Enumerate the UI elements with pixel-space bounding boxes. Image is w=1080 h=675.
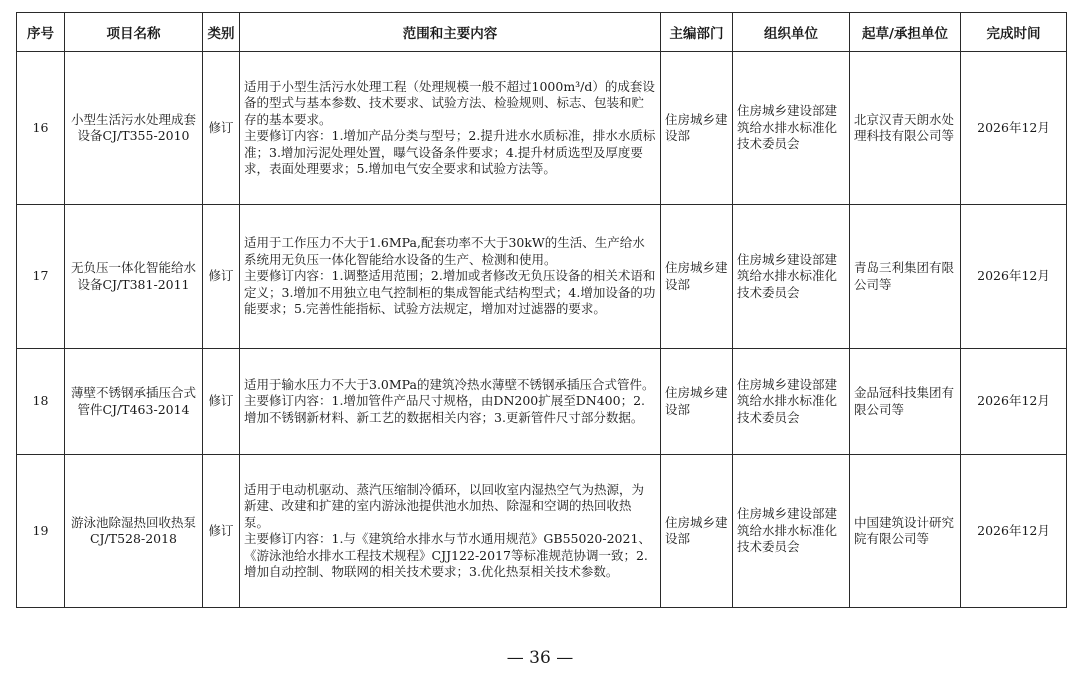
revision-text: 主要修订内容：1.调整适用范围；2.增加或者修改无负压设备的相关术语和定义；3.增加不用独立电气控制柜的集成智能式结构型式；4.增加设备的功能要求；5.完善性能指标、试验方法规定，增加对过滤器的要求。 [244,268,656,317]
row-category: 修订 [203,205,240,349]
row-deadline: 2026年12月 [961,349,1067,455]
header-organizer: 组织单位 [733,13,850,52]
row-organizer: 住房城乡建设部建筑给水排水标准化技术委员会 [733,349,850,455]
row-deadline: 2026年12月 [961,205,1067,349]
row-drafter: 中国建筑设计研究院有限公司等 [850,455,961,608]
page-number: — 36 — [506,648,574,668]
row-drafter: 金品冠科技集团有限公司等 [850,349,961,455]
header-no: 序号 [17,13,65,52]
row-organizer: 住房城乡建设部建筑给水排水标准化技术委员会 [733,455,850,608]
header-category: 类别 [203,13,240,52]
row-scope [240,205,661,349]
revision-text: 主要修订内容：1.增加管件产品尺寸规格，由DN200扩展至DN400；2.增加不锈钢新材料、新工艺的数据相关内容；3.更新管件尺寸部分数据。 [244,393,645,425]
header-project-name: 项目名称 [65,13,203,52]
row-editor-dept: 住房城乡建设部 [661,349,733,455]
row-project-name: 小型生活污水处理成套设备CJ/T355-2010 [65,52,203,205]
row-drafter: 北京汉青天朗水处理科技有限公司等 [850,52,961,205]
row-project-name: 游泳池除湿热回收热泵CJ/T528-2018 [65,455,203,608]
row-no: 16 [17,52,65,205]
row-organizer: 住房城乡建设部建筑给水排水标准化技术委员会 [733,52,850,205]
row-editor-dept: 住房城乡建设部 [661,205,733,349]
row-scope [240,455,661,608]
row-category: 修订 [203,349,240,455]
table-header-row [17,13,1067,52]
row-category: 修订 [203,455,240,608]
header-editor-dept: 主编部门 [661,13,733,52]
scope-text: 适用于工作压力不大于1.6MPa,配套功率不大于30kW的生活、生产给水系统用无负压一体化智能给水设备的生产、检测和使用。 [244,235,645,267]
header-deadline: 完成时间 [961,13,1067,52]
row-editor-dept: 住房城乡建设部 [661,455,733,608]
standards-table [16,12,1067,608]
row-project-name: 薄壁不锈钢承插压合式管件CJ/T463-2014 [65,349,203,455]
row-deadline: 2026年12月 [961,52,1067,205]
row-no: 18 [17,349,65,455]
scope-text: 适用于电动机驱动、蒸汽压缩制冷循环，以回收室内湿热空气为热源，为新建、改建和扩建的室内游泳池提供池水加热、除湿和空调的热回收热泵。 [244,481,645,530]
revision-text: 主要修订内容：1.增加产品分类与型号；2.提升进水水质标准，排水水质标准；3.增加污泥处理处置，曝气设备条件要求；4.提升材质选型及厚度要求，表面处理要求；5.增加电气安全要求和试验方法等。 [244,128,656,176]
table-row [17,349,1067,455]
row-no: 19 [17,455,65,608]
row-no: 17 [17,205,65,349]
row-editor-dept: 住房城乡建设部 [661,52,733,205]
header-scope: 范围和主要内容 [240,13,661,52]
row-drafter: 青岛三利集团有限公司等 [850,205,961,349]
table-row [17,205,1067,349]
scope-text: 适用于小型生活污水处理工程（处理规模一般不超过1000m³/d）的成套设备的型式与基本参数、技术要求、试验方法、检验规则、标志、包装和贮存的基本要求。 [244,78,655,127]
row-scope [240,52,661,205]
header-drafter: 起草/承担单位 [850,13,961,52]
row-deadline: 2026年12月 [961,455,1067,608]
table-row [17,455,1067,608]
revision-text: 主要修订内容：1.与《建筑给水排水与节水通用规范》GB55020-2021、《游泳池给水排水工程技术规程》CJJ122-2017等标准规范协调一致；2.增加自动控制、物联网的相关技术要求；3.优化热泵相关技术参数。 [244,531,651,579]
scope-text: 适用于输水压力不大于3.0MPa的建筑冷热水薄壁不锈钢承插压合式管件。 [244,376,655,392]
row-category: 修订 [203,52,240,205]
table-row [17,52,1067,205]
row-organizer: 住房城乡建设部建筑给水排水标准化技术委员会 [733,205,850,349]
row-scope [240,349,661,455]
row-project-name: 无负压一体化智能给水设备CJ/T381-2011 [65,205,203,349]
